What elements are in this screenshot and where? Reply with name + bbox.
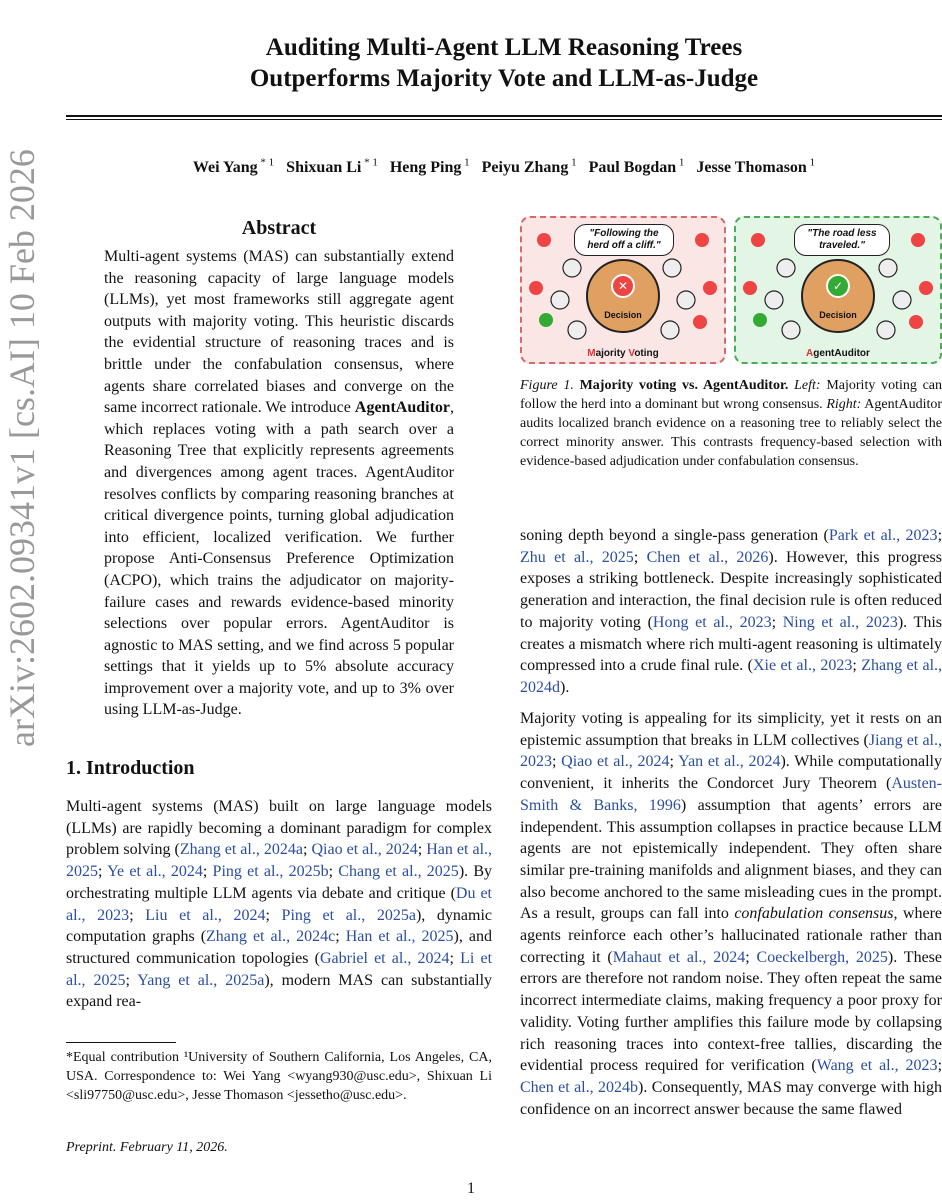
footnote-rule <box>66 1042 176 1043</box>
abstract-text <box>104 246 454 721</box>
agent-avatar <box>879 259 897 277</box>
figure-1-caption <box>520 376 942 471</box>
agent-avatar <box>893 291 911 309</box>
citation-link[interactable]: Zhang et al., 2024d <box>520 657 942 696</box>
agentauditor-panel <box>734 216 942 364</box>
caption-text-2: AgentAuditor audits localized branch evidence on a reasoning tree to reliably select the correct minority answer. This contrasts frequency-based selection with evidence-based adjudication under confabulation consensus. <box>520 397 942 469</box>
body-text: ; <box>265 906 282 924</box>
paper-title <box>66 32 942 94</box>
body-text: ; <box>937 527 942 544</box>
author-affiliation: 1 <box>568 157 577 169</box>
intro-paragraph-left <box>66 796 492 1013</box>
footnote: *Equal contribution ¹University of Southern California, Los Angeles, CA, USA. Correspondence to: Wei Yang <wyang930@usc.edu>, Shixuan Li <sli97750@usc.edu>, Jesse Thomason <jessetho@usc.edu>. <box>66 1050 492 1103</box>
body-text: , where agents reinforce each other’s hallucinated rationale rather than correcting it ( <box>520 905 942 966</box>
caption-label: Figure 1. <box>520 378 574 393</box>
title-line-2: Outperforms Majority Vote and LLM-as-Judge <box>249 65 759 92</box>
citation-link[interactable]: Ping et al., 2025b <box>212 863 329 881</box>
label-initial-m: M <box>587 348 596 359</box>
label-rest: oting <box>634 348 659 359</box>
agent-avatar <box>677 291 695 309</box>
title-rule-top <box>66 115 942 117</box>
agentauditor-label <box>736 348 940 359</box>
body-text: ; <box>302 841 312 859</box>
body-text: ; <box>328 863 339 881</box>
svg-text:✕: ✕ <box>617 279 629 293</box>
citation-link[interactable]: Yan et al., 2024 <box>678 753 781 771</box>
right-quote-bubble: "The road less traveled." <box>794 224 890 256</box>
caption-right-word: Right: <box>826 397 862 412</box>
caption-title: Majority voting vs. AgentAuditor. <box>579 378 789 393</box>
agent-avatar <box>777 259 795 277</box>
wrong-vote-icon <box>751 233 765 247</box>
wrong-vote-icon <box>743 281 757 295</box>
citation-link[interactable]: Zhang et al., 2024a <box>179 841 303 859</box>
body-text: ; <box>202 863 213 881</box>
citation-link[interactable]: Chang et al., 2025 <box>338 863 459 881</box>
body-text: ), dynamic computation graphs ( <box>66 906 493 946</box>
preprint-notice: Preprint. February 11, 2026. <box>66 1140 228 1155</box>
svg-text:✓: ✓ <box>832 279 844 293</box>
agent-avatar <box>877 321 895 339</box>
emphasis-text: confabulation consensus <box>734 905 894 923</box>
label-rest: gentAuditor <box>813 348 870 359</box>
citation-link[interactable]: Zhang et al., 2024c <box>206 928 336 946</box>
wrong-vote-icon <box>529 281 543 295</box>
author-name: Wei Yang $^{* 1}$ <box>192 157 275 177</box>
citation-link[interactable]: Mahaut et al., 2024 <box>612 948 746 966</box>
body-text: ; <box>335 928 346 946</box>
body-text: ). This creates a mismatch where rich multi-agent reasoning is ultimately compressed into a crude final rule. ( <box>520 613 942 675</box>
body-text: ). However, this progress exposes a striking bottleneck. Despite increasingly sophisticated generation and interaction, the final decision rule is often reduced to majority voting ( <box>520 548 942 631</box>
body-text: ). <box>560 678 570 696</box>
body-text: ). Consequently, MAS may converge with high confidence on an incorrect answer because the same flawed <box>520 1078 942 1118</box>
citation-link[interactable]: Ye et al., 2024 <box>107 863 203 881</box>
abstract-heading: Abstract <box>241 217 317 239</box>
author-name: Heng Ping $^1$ <box>389 157 470 177</box>
abstract-part-2: , which replaces voting with a path search over a Reasoning Tree that explicitly represents agreements and divergences among agent traces. AgentAuditor resolves conflicts by comparing reasoning branches at critical divergence points, turning global adjudication into efficient, localized verification. We further propose Anti-Consensus Preference Optimization (ACPO), which trains the adjudicator on majority-failure cases and rewards evidence-based minority selections over popular errors. AgentAuditor is agnostic to MAS setting, and we find across 5 popular settings that it yields up to 5% absolute accuracy improvement over a majority vote, and up to 3% over using LLM-as-Judge. <box>104 399 454 719</box>
body-text: ; <box>417 841 427 859</box>
title-line-1: Auditing Multi-Agent LLM Reasoning Trees <box>265 34 743 61</box>
correct-vote-icon <box>539 313 553 327</box>
body-text: ; <box>745 948 757 966</box>
label-initial-a: A <box>806 348 814 359</box>
author-name: Paul Bogdan $^1$ <box>588 157 685 177</box>
agent-avatar <box>551 291 569 309</box>
author-list <box>66 157 942 177</box>
author-affiliation: * 1 <box>257 157 275 169</box>
author-affiliation: * 1 <box>361 157 378 169</box>
wrong-vote-icon <box>537 233 551 247</box>
citation-link[interactable]: Han et al., 2025 <box>66 841 493 881</box>
caption-left-word: Left: <box>794 378 821 393</box>
title-rule-bottom <box>66 119 942 120</box>
agent-avatar <box>782 321 800 339</box>
body-text: ). While computationally convenient, it inherits the Condorcet Jury Theorem ( <box>520 753 942 793</box>
agent-avatar <box>765 291 783 309</box>
body-text: ; <box>98 863 108 881</box>
body-text: ; <box>669 753 679 771</box>
citation-link[interactable]: Zhu et al., 2025 <box>520 548 634 566</box>
citation-link[interactable]: Chen et al., 2026 <box>646 548 769 566</box>
correct-vote-icon <box>753 313 767 327</box>
right-decision-label: Decision <box>819 310 857 320</box>
wrong-vote-icon <box>909 315 923 329</box>
citation-link[interactable]: Xie et al., 2023 <box>752 657 853 675</box>
body-text: soning depth beyond a single-pass generation ( <box>520 527 829 544</box>
body-text: ; <box>852 657 862 675</box>
agent-avatar <box>563 259 581 277</box>
citation-link[interactable]: Qiao et al., 2024 <box>561 753 670 771</box>
body-text: Multi-agent systems (MAS) built on large language models (LLMs) are rapidly becoming a dominant paradigm for complex problem solving ( <box>66 798 492 859</box>
majority-voting-label <box>522 348 724 359</box>
citation-link[interactable]: Liu et al., 2024 <box>145 906 266 924</box>
body-text: ; <box>449 949 461 967</box>
author-name: Shixuan Li $^{* 1}$ <box>286 157 378 177</box>
citation-link[interactable]: Jiang et al., 2023 <box>520 731 942 771</box>
body-text: ). By orchestrating multiple LLM agents via debate and critique ( <box>66 863 493 902</box>
body-text: ; <box>129 906 146 924</box>
abstract-method-name: AgentAuditor <box>354 399 450 417</box>
citation-link[interactable]: Chen et al., 2024b <box>520 1078 638 1096</box>
section-heading-introduction: 1. Introduction <box>66 757 195 779</box>
left-decision-label: Decision <box>604 310 642 320</box>
page-number: 1 <box>467 1180 475 1197</box>
body-text: ; <box>552 753 562 771</box>
figure-1 <box>520 216 942 364</box>
author-name: Peiyu Zhang $^1$ <box>481 157 577 177</box>
citation-link[interactable]: Li et al., 2025 <box>66 949 493 989</box>
abstract-part-1: Multi-agent systems (MAS) can substantially extend the reasoning capacity of large language models (LLMs), yet most frameworks still aggregate agent outputs with majority voting. This heuristic discards the evidential structure of reasoning traces and is brittle under the confabulation consensus, where agents share correlated biases and converge on the same incorrect rationale. We introduce <box>104 248 454 417</box>
label-mid: ajority <box>595 348 629 359</box>
wrong-vote-icon <box>695 233 709 247</box>
caption-text-1: Majority voting can follow the herd into a dominant but wrong consensus. <box>520 378 942 412</box>
citation-link[interactable]: Coeckelbergh, 2025 <box>756 948 888 966</box>
majority-voting-panel <box>520 216 726 364</box>
citation-link[interactable]: Wang et al., 2023 <box>816 1057 938 1075</box>
intro-paragraph-right-1 <box>520 525 942 699</box>
agent-avatar <box>568 321 586 339</box>
citation-link[interactable]: Du et al., 2023 <box>66 884 493 924</box>
wrong-vote-icon <box>703 281 717 295</box>
body-text: ; <box>633 548 647 566</box>
agent-avatar <box>663 259 681 277</box>
body-text: ; <box>937 1057 942 1075</box>
citation-link[interactable]: Han et al., 2025 <box>345 928 454 946</box>
wrong-vote-icon <box>919 281 933 295</box>
author-affiliation: 1 <box>806 157 816 169</box>
wrong-vote-icon <box>693 315 707 329</box>
body-text: ). These errors are therefore not random noise. They often repeat the same incorrect intermediate claims, making frequency a poor proxy for validity. Voting further amplifies this failure mode by collapsing rich reasoning traces into context-free tallies, discarding the evidential process required for verification ( <box>520 948 942 1075</box>
body-text: ), modern MAS can substantially expand rea- <box>66 971 493 1011</box>
author-name: Jesse Thomason $^1$ <box>696 157 816 177</box>
author-affiliation: 1 <box>676 157 685 169</box>
citation-link[interactable]: Qiao et al., 2024 <box>311 841 418 859</box>
label-initial-v: V <box>628 348 635 359</box>
arxiv-stamp: arXiv:2602.09341v1 [cs.AI] 10 Feb 2026 <box>2 149 42 747</box>
body-text: ; <box>125 971 138 989</box>
body-text: ), and structured communication topologies ( <box>66 928 492 967</box>
author-affiliation: 1 <box>461 157 470 169</box>
body-text: Majority voting is appealing for its simplicity, yet it rests on an epistemic assumption that breaks in LLM collectives ( <box>520 710 942 749</box>
citation-link[interactable]: Yang et al., 2025a <box>137 971 265 989</box>
citation-link[interactable]: Ning et al., 2023 <box>782 613 898 631</box>
citation-link[interactable]: Park et al., 2023 <box>828 527 938 544</box>
body-text: ) assumption that agents’ errors are independent. This assumption collapses in practice because LLM agents are not epistemically independent. They often share similar pre-training manifolds and alignment biases, and they can also become anchored to the same misleading cues in the prompt. As a result, groups can fall into <box>520 796 942 923</box>
citation-link[interactable]: Austen-Smith & Banks, 1996 <box>520 775 942 814</box>
agent-avatar <box>661 321 679 339</box>
citation-link[interactable]: Gabriel et al., 2024 <box>319 949 450 967</box>
citation-link[interactable]: Ping et al., 2025a <box>281 906 416 924</box>
citation-link[interactable]: Hong et al., 2023 <box>652 613 772 631</box>
body-text: ; <box>771 613 783 631</box>
wrong-vote-icon <box>911 233 925 247</box>
intro-paragraph-right-2 <box>520 708 942 1120</box>
left-quote-bubble: "Following the herd off a cliff." <box>574 224 674 256</box>
